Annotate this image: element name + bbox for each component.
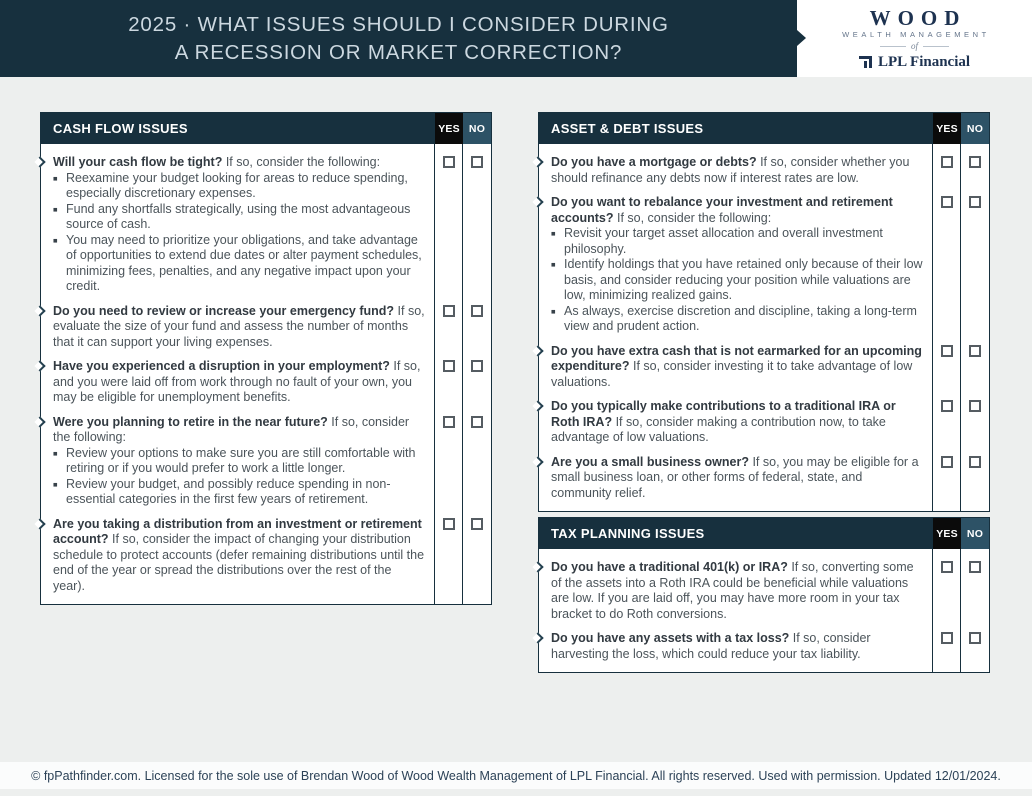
checklist-row — [539, 631, 989, 662]
question-detail: If so, consider the impact of changing your distribution schedule to protect accounts (defer remaining distributions until the end of the year or spread the distributions over the rest of the year). — [53, 532, 425, 593]
question-text — [53, 415, 425, 446]
logo-wood-wealth — [797, 0, 1032, 77]
column-divider — [960, 144, 961, 511]
question-text — [551, 631, 923, 662]
question-chevron-icon — [532, 632, 543, 643]
yes-cell — [933, 631, 961, 662]
question-block — [41, 415, 435, 508]
checklist-row — [41, 517, 491, 595]
bullet-item: ■ Identify holdings that you have retained only because of their low basis, and consider reducing your position while valuations are low, minimizing realized gains. — [551, 257, 923, 304]
yes-cell — [435, 517, 463, 595]
no-checkbox[interactable] — [969, 561, 981, 573]
page-header — [0, 0, 797, 77]
checklist-row — [41, 415, 491, 508]
question-bold: Were you planning to retire in the near future? — [53, 414, 328, 429]
no-checkbox[interactable] — [471, 416, 483, 428]
question-text — [551, 344, 923, 391]
question-text — [551, 195, 923, 226]
section-header — [539, 518, 989, 549]
yes-checkbox[interactable] — [941, 156, 953, 168]
no-column-header: NO — [463, 113, 491, 144]
question-text — [551, 399, 923, 446]
checklist-row — [539, 195, 989, 335]
no-checkbox[interactable] — [969, 345, 981, 357]
question-bold: Do you have extra cash that is not earmarked for an upcoming expenditure? — [551, 343, 922, 373]
logo-of-word: of — [910, 40, 918, 51]
question-bold: Will your cash flow be tight? — [53, 155, 223, 169]
section-header — [539, 113, 989, 144]
section-header — [41, 113, 491, 144]
page-title-line2: A RECESSION OR MARKET CORRECTION? — [174, 40, 623, 64]
section-asset-debt-issues — [538, 112, 990, 512]
section-body — [539, 144, 989, 511]
bullet-item: ■ Revisit your target asset allocation and overall investment philosophy. — [551, 226, 923, 257]
yes-cell — [933, 455, 961, 502]
yes-cell — [933, 399, 961, 446]
yes-column-header: YES — [933, 113, 961, 144]
question-detail: If so, evaluate the size of your fund and assess the number of months that it can support your living expenses. — [53, 303, 425, 349]
checklist-row — [539, 344, 989, 391]
no-cell — [961, 560, 989, 622]
bullet-list — [53, 446, 425, 508]
no-checkbox[interactable] — [969, 196, 981, 208]
no-cell — [961, 399, 989, 446]
yes-column-header: YES — [933, 518, 961, 549]
question-bold: Do you want to rebalance your investment and retirement accounts? — [551, 195, 893, 225]
question-bold: Are you a small business owner? — [551, 454, 749, 469]
question-text — [53, 304, 425, 351]
yes-checkbox[interactable] — [941, 196, 953, 208]
question-text — [53, 359, 425, 406]
yes-checkbox[interactable] — [941, 400, 953, 412]
no-cell — [463, 359, 491, 406]
question-detail: If so, consider harvesting the loss, which could reduce your tax liability. — [551, 631, 871, 661]
bullet-item: ■ Review your budget, and possibly reduce spending in non-essential categories in the first few years of retirement. — [53, 477, 425, 508]
lpl-financial-text: LPL Financial — [877, 53, 971, 70]
logo-wood-text: WOOD — [869, 5, 967, 30]
no-cell — [961, 344, 989, 391]
question-detail: If so, consider making a contribution now, to take advantage of low valuations. — [551, 414, 886, 444]
question-text — [53, 155, 425, 171]
footer-license-text: © fpPathfinder.com. Licensed for the sole use of Brendan Wood of Wood Wealth Management of LPL Financial. All rights reserved. Used with permission. Updated 12/01/2024. — [31, 768, 1001, 783]
footer — [0, 762, 1032, 789]
of-divider-right — [923, 46, 949, 47]
yes-checkbox[interactable] — [443, 156, 455, 168]
question-detail: If so, you may be eligible for a small business loan, or other forms of federal, state, and community relief. — [551, 454, 919, 500]
lpl-financial-row — [859, 54, 970, 71]
question-chevron-icon — [34, 156, 45, 167]
question-block — [41, 517, 435, 595]
question-bold: Do you typically make contributions to a traditional IRA or Roth IRA? — [551, 399, 896, 429]
yes-cell — [933, 560, 961, 622]
yes-checkbox[interactable] — [443, 518, 455, 530]
yes-checkbox[interactable] — [443, 416, 455, 428]
column-divider — [960, 549, 961, 672]
checklist-row — [539, 455, 989, 502]
question-text — [53, 517, 425, 595]
question-detail: If so, consider whether you should refinance any debts now if interest rates are low. — [551, 155, 910, 185]
yes-cell — [435, 359, 463, 406]
yes-cell — [933, 344, 961, 391]
checklist-row — [41, 155, 491, 295]
question-chevron-icon — [532, 561, 543, 572]
bullet-item: ■ Review your options to make sure you are still comfortable with retiring or if you would prefer to work a little longer. — [53, 446, 425, 477]
section-title: TAX PLANNING ISSUES — [551, 526, 705, 541]
no-checkbox[interactable] — [471, 360, 483, 372]
question-block — [539, 344, 933, 391]
checklist-row — [41, 304, 491, 351]
yes-checkbox[interactable] — [941, 561, 953, 573]
no-cell — [961, 455, 989, 502]
bullet-list — [53, 171, 425, 295]
question-detail: If so, and you were laid off from work through no fault of your own, you may be eligible for unemployment benefits. — [53, 359, 421, 404]
bullet-item: ■ Fund any shortfalls strategically, using the most advantageous source of cash. — [53, 202, 425, 233]
lpl-financial-icon — [859, 56, 873, 68]
header-notch-arrow-icon — [797, 30, 806, 46]
section-title: ASSET & DEBT ISSUES — [551, 121, 704, 136]
section-cash-flow-issues — [40, 112, 492, 605]
page-title-line1: 2025 · WHAT ISSUES SHOULD I CONSIDER DURING — [128, 12, 669, 36]
question-block — [539, 631, 933, 662]
question-text — [551, 155, 923, 186]
question-block — [539, 399, 933, 446]
yes-cell — [933, 155, 961, 186]
no-cell — [463, 304, 491, 351]
no-checkbox[interactable] — [471, 156, 483, 168]
no-checkbox[interactable] — [969, 456, 981, 468]
yes-checkbox[interactable] — [443, 360, 455, 372]
bullet-list — [551, 226, 923, 335]
logo-of-row — [880, 42, 949, 51]
question-chevron-icon — [532, 345, 543, 356]
logo-subtitle: WEALTH MANAGEMENT — [842, 29, 990, 39]
question-chevron-icon — [532, 196, 543, 207]
yes-checkbox[interactable] — [941, 456, 953, 468]
section-body — [539, 549, 989, 672]
question-text — [551, 455, 923, 502]
yes-cell — [435, 415, 463, 508]
yes-checkbox[interactable] — [443, 305, 455, 317]
checklist-row — [539, 155, 989, 186]
column-divider — [462, 144, 463, 604]
question-block — [41, 359, 435, 406]
question-bold: Have you experienced a disruption in your employment? — [53, 359, 390, 373]
question-chevron-icon — [34, 416, 45, 427]
no-checkbox[interactable] — [969, 400, 981, 412]
section-body — [41, 144, 491, 604]
no-cell — [961, 155, 989, 186]
checklist-row — [41, 359, 491, 406]
no-column-header: NO — [961, 113, 989, 144]
question-chevron-icon — [34, 518, 45, 529]
section-title: CASH FLOW ISSUES — [53, 121, 188, 136]
no-checkbox[interactable] — [471, 518, 483, 530]
checklist-row — [539, 399, 989, 446]
no-column-header: NO — [961, 518, 989, 549]
question-block — [41, 155, 435, 295]
question-block — [539, 195, 933, 335]
no-checkbox[interactable] — [969, 632, 981, 644]
yes-column-header: YES — [435, 113, 463, 144]
section-tax-planning-issues — [538, 517, 990, 673]
question-text — [551, 560, 923, 622]
yes-cell — [435, 304, 463, 351]
question-bold: Do you need to review or increase your emergency fund? — [53, 303, 395, 318]
question-detail: If so, converting some of the assets into a Roth IRA could be beneficial while valuations are low. If you are laid off, you may have more room in your tax bracket to do Roth conversions. — [551, 560, 914, 621]
question-detail: If so, consider the following: — [222, 155, 381, 169]
question-bold: Are you taking a distribution from an investment or retirement account? — [53, 516, 422, 546]
checklist-row — [539, 560, 989, 622]
question-chevron-icon — [34, 305, 45, 316]
question-block — [41, 304, 435, 351]
question-chevron-icon — [532, 456, 543, 467]
question-block — [539, 560, 933, 622]
question-bold: Do you have any assets with a tax loss? — [551, 631, 790, 645]
question-chevron-icon — [532, 156, 543, 167]
question-detail: If so, consider the following: — [613, 210, 772, 225]
no-cell — [463, 415, 491, 508]
of-divider-left — [880, 46, 906, 47]
question-block — [539, 155, 933, 186]
yes-checkbox[interactable] — [941, 632, 953, 644]
question-bold: Do you have a mortgage or debts? — [551, 155, 757, 169]
no-cell — [463, 517, 491, 595]
question-chevron-icon — [532, 400, 543, 411]
yes-checkbox[interactable] — [941, 345, 953, 357]
no-checkbox[interactable] — [969, 156, 981, 168]
no-cell — [961, 631, 989, 662]
no-cell — [463, 155, 491, 295]
question-block — [539, 455, 933, 502]
question-detail: If so, consider investing it to take advantage of low valuations. — [551, 359, 913, 389]
no-cell — [961, 195, 989, 335]
yes-cell — [435, 155, 463, 295]
bullet-item: ■ You may need to prioritize your obligations, and take advantage of opportunities to extend due dates or alter payment schedules, minimizing fees, penalties, and any negative impact upon your credit. — [53, 233, 425, 295]
question-bold: Do you have a traditional 401(k) or IRA? — [551, 560, 788, 574]
bullet-item: ■ As always, exercise discretion and discipline, taking a long-term view and prudent action. — [551, 304, 923, 335]
question-chevron-icon — [34, 360, 45, 371]
question-detail: If so, consider the following: — [53, 414, 410, 444]
yes-cell — [933, 195, 961, 335]
no-checkbox[interactable] — [471, 305, 483, 317]
bullet-item: ■ Reexamine your budget looking for areas to reduce spending, especially discretionary expenses. — [53, 171, 425, 202]
